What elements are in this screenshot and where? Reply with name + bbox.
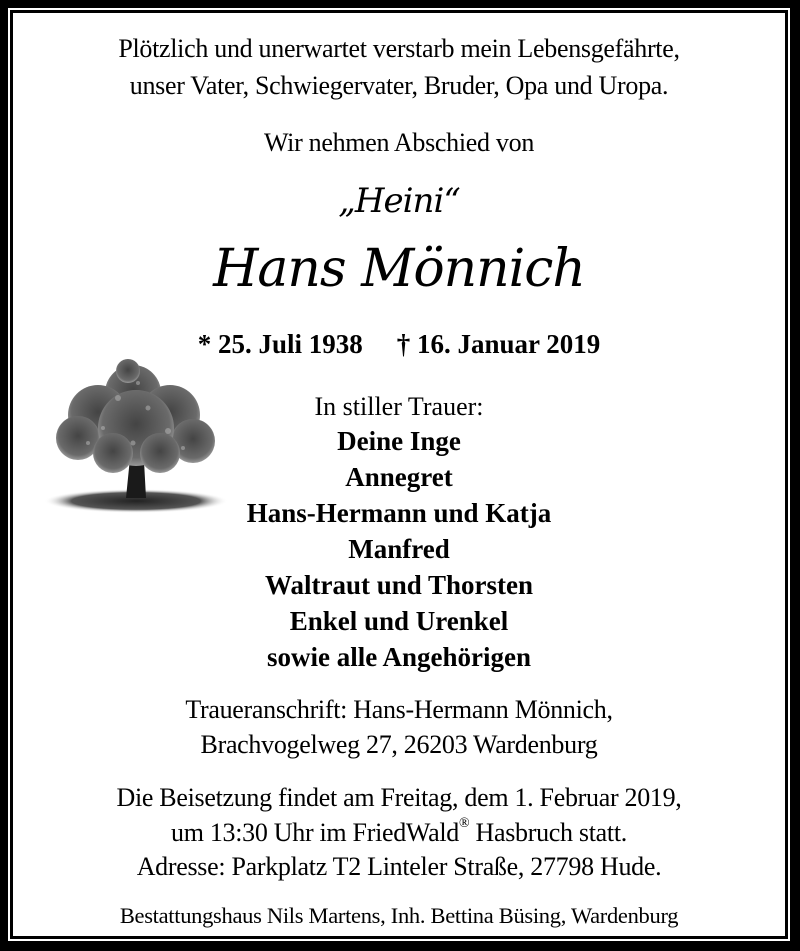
mourner-1: Deine Inge [337,426,461,456]
intro-line-1: Plötzlich und unerwartet verstarb mein Lebensgefährte, [118,34,680,63]
funeral-home-footer: Bestattungshaus Nils Martens, Inh. Bettina Büsing, Wardenburg [119,903,679,928]
address-line-1: Traueranschrift: Hans-Hermann Mönnich, [185,695,613,724]
mourning-label: In stiller Trauer: [314,392,484,421]
nickname: „Heini“ [338,181,460,221]
deceased-name: Hans Mönnich [213,239,585,299]
mourner-3: Hans-Hermann und Katja [246,498,552,528]
mourner-7: sowie alle Angehörigen [267,642,531,672]
farewell-text: Wir nehmen Abschied von [263,128,535,157]
death-date: † 16. Januar 2019 [396,329,601,359]
birth-date: * 25. Juli 1938 [197,329,363,359]
mourner-6: Enkel und Urenkel [289,606,509,636]
mourner-2: Annegret [345,462,453,492]
registered-mark: ® [458,816,470,831]
address-line-2: Brachvogelweg 27, 26203 Wardenburg [200,730,598,759]
outer-frame [8,8,790,941]
funeral-line-1: Die Beisetzung findet am Freitag, dem 1. Februar 2019, [116,783,682,812]
obituary-notice [10,10,788,939]
funeral-address: Adresse: Parkplatz T2 Linteler Straße, 27798 Hude. [136,852,662,881]
funeral-line-2: um 13:30 Uhr im FriedWald® Hasbruch statt. [171,816,627,847]
mourner-5: Waltraut und Thorsten [264,570,534,600]
mourner-4: Manfred [348,534,450,564]
intro-line-2: unser Vater, Schwiegervater, Bruder, Opa und Uropa. [129,71,669,100]
